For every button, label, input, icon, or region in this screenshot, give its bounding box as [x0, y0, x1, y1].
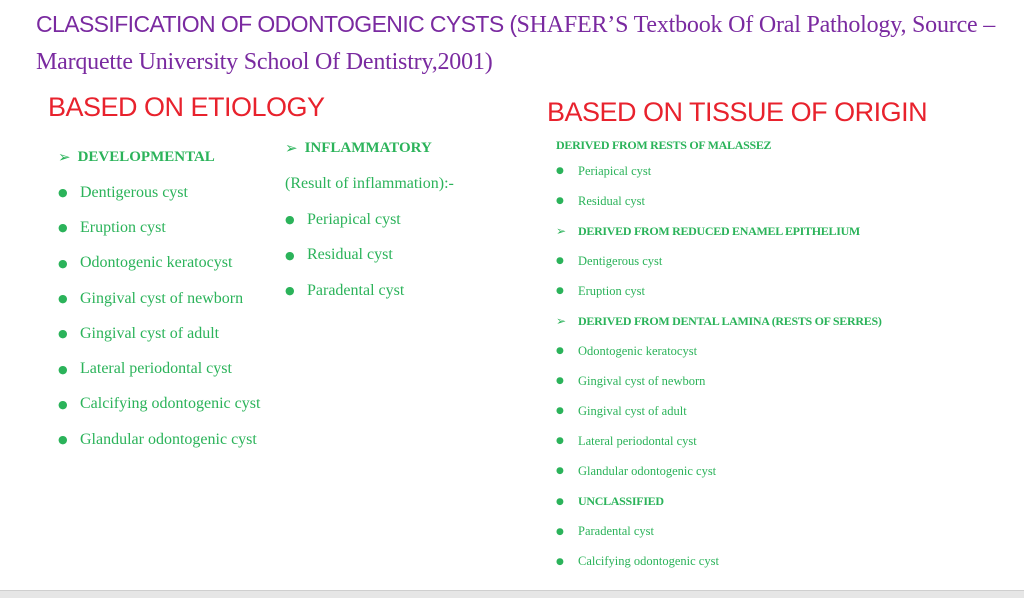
bullet-icon: ● — [58, 362, 68, 376]
bullet-icon: ● — [556, 496, 564, 507]
list-item — [58, 351, 260, 386]
arrow-bullet-icon: ➢ — [556, 224, 566, 239]
malassez-heading: DERIVED FROM RESTS OF MALASSEZ — [556, 137, 772, 152]
list-item — [285, 238, 454, 274]
developmental-heading — [58, 146, 260, 168]
bullet-icon: ● — [58, 221, 68, 235]
lamina-label: DERIVED FROM DENTAL LAMINA (RESTS OF SERRES) — [578, 313, 882, 328]
list-item — [58, 281, 260, 316]
arrow-bullet-icon: ➢ — [556, 314, 566, 329]
list-item — [556, 336, 882, 366]
bullet-icon: ● — [58, 186, 68, 200]
title-part-2: SHAFER’S Textbook Of Oral Pathology, Source – Marquette University School Of Dentistry,2001) — [36, 12, 996, 75]
list-item-text: Residual cyst — [307, 246, 393, 264]
inflammatory-heading — [285, 137, 454, 159]
list-item-text: Dentigerous cyst — [578, 253, 663, 268]
etiology-heading: BASED ON ETIOLOGY — [48, 92, 325, 122]
bullet-icon: ● — [556, 166, 564, 177]
list-item-text: Glandular odontogenic cyst — [80, 430, 257, 448]
list-item-text: Residual cyst — [578, 193, 646, 208]
bullet-icon: ● — [556, 196, 564, 207]
bullet-icon: ● — [58, 433, 68, 447]
enamel-heading — [556, 216, 882, 246]
list-item — [58, 210, 260, 245]
developmental-list — [58, 175, 260, 457]
list-item-text: Paradental cyst — [307, 281, 405, 299]
bullet-icon: ● — [556, 406, 564, 417]
bullet-icon: ● — [58, 256, 68, 270]
unclassified-label: UNCLASSIFIED — [578, 494, 664, 509]
arrow-bullet-icon: ➢ — [58, 148, 71, 166]
list-item-text: Odontogenic keratocyst — [80, 254, 233, 272]
list-item — [556, 366, 882, 396]
list-item-text: Eruption cyst — [578, 283, 646, 298]
list-item-text: Glandular odontogenic cyst — [578, 463, 717, 478]
list-item — [58, 387, 260, 422]
list-item — [556, 396, 882, 426]
list-item-text: Gingival cyst of adult — [80, 324, 220, 342]
list-item-text: Gingival cyst of newborn — [80, 289, 244, 307]
bullet-icon: ● — [556, 436, 564, 447]
list-item — [556, 186, 882, 216]
inflammatory-list — [285, 202, 454, 309]
list-item — [556, 547, 882, 577]
tissue-section — [556, 134, 882, 577]
bullet-icon: ● — [556, 346, 564, 357]
list-item — [556, 246, 882, 276]
list-item-text: Periapical cyst — [307, 210, 401, 228]
enamel-label: DERIVED FROM REDUCED ENAMEL EPITHELIUM — [578, 223, 860, 238]
bullet-icon: ● — [58, 292, 68, 306]
list-item-text: Gingival cyst of newborn — [578, 373, 706, 388]
page-title — [36, 6, 1011, 81]
inflammatory-label: INFLAMMATORY — [304, 139, 432, 156]
list-item — [58, 422, 260, 457]
lamina-heading — [556, 306, 882, 336]
list-item — [556, 276, 882, 306]
bullet-icon: ● — [556, 556, 564, 567]
list-item — [58, 316, 260, 351]
bullet-icon: ● — [556, 526, 564, 537]
list-item — [58, 175, 260, 210]
bullet-icon: ● — [285, 284, 295, 298]
developmental-section — [58, 146, 260, 457]
list-item-text: Gingival cyst of adult — [578, 403, 687, 418]
list-item-text: Periapical cyst — [578, 163, 652, 178]
list-item-text: Paradental cyst — [578, 524, 655, 539]
tissue-heading: BASED ON TISSUE OF ORIGIN — [547, 97, 928, 127]
bullet-icon: ● — [58, 397, 68, 411]
list-item-text: Dentigerous cyst — [80, 183, 188, 201]
list-item — [285, 202, 454, 238]
list-item-text: Calcifying odontogenic cyst — [80, 395, 261, 413]
bullet-icon: ● — [556, 376, 564, 387]
list-item — [556, 156, 882, 186]
list-item-text: Lateral periodontal cyst — [578, 433, 697, 448]
developmental-label: DEVELOPMENTAL — [77, 148, 215, 165]
list-item — [556, 426, 882, 456]
list-item — [556, 456, 882, 486]
bullet-icon: ● — [556, 256, 564, 267]
unclassified-heading — [556, 487, 882, 517]
list-item — [556, 517, 882, 547]
bullet-icon: ● — [556, 466, 564, 477]
list-item — [58, 246, 260, 281]
list-item-text: Calcifying odontogenic cyst — [578, 554, 719, 569]
list-item-text: Lateral periodontal cyst — [80, 360, 232, 378]
bullet-icon: ● — [556, 286, 564, 297]
inflammatory-note: (Result of inflammation):- — [285, 175, 454, 192]
list-item-text: Eruption cyst — [80, 218, 166, 236]
arrow-bullet-icon: ➢ — [285, 139, 298, 157]
list-item-text: Odontogenic keratocyst — [578, 343, 698, 358]
bullet-icon: ● — [58, 327, 68, 341]
list-item — [285, 273, 454, 309]
inflammatory-section — [285, 137, 454, 309]
bullet-icon: ● — [285, 248, 295, 262]
title-part-1: CLASSIFICATION OF ODONTOGENIC CYSTS ( — [36, 11, 517, 37]
bullet-icon: ● — [285, 213, 295, 227]
tissue-list — [556, 156, 882, 577]
